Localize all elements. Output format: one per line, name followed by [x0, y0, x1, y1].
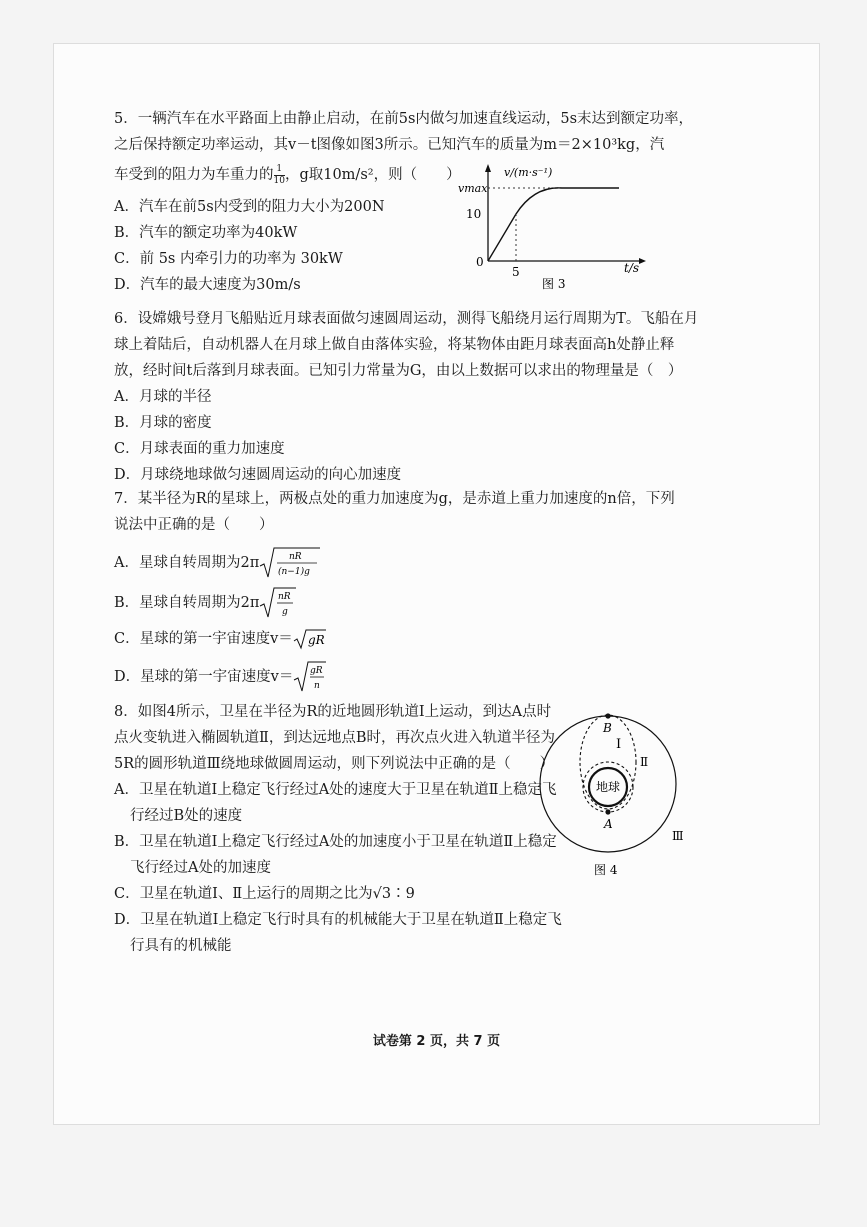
q7-option-b-text: B．星球自转周期为2π — [114, 595, 260, 611]
fig3-vmax-label: vmax — [458, 182, 488, 195]
q7-c-rad: gR — [307, 633, 325, 647]
q7-option-c — [114, 626, 675, 656]
q5-line-2: 之后保持额定功率运动，其v－t图像如图3所示。已知汽车的质量为m＝2×10³kg，汽 — [114, 137, 665, 153]
fig4-label-orbit-1: Ⅰ — [616, 737, 622, 752]
q7-option-b-radical — [259, 586, 297, 620]
q5-line-3-b: ，g取10m/s²，则（ ） — [284, 167, 461, 183]
q6-line-1: 6．设嫦娥号登月飞船贴近月球表面做匀速圆周运动，测得飞船绕月运行周期为T。飞船在月 — [114, 311, 699, 327]
q5-line-3-a: 车受到的阻力为车重力的 — [114, 167, 274, 183]
fig3-curve — [488, 188, 619, 261]
question-6 — [114, 306, 698, 488]
fig3-x-arrow — [639, 258, 646, 264]
q7-line-2: 说法中正确的是（ ） — [114, 517, 274, 533]
q6-option-b: B．月球的密度 — [114, 415, 212, 431]
fig4-point-a — [605, 809, 610, 814]
q8-option-a-1: A．卫星在轨道Ⅰ上稳定飞行经过A处的速度大于卫星在轨道Ⅱ上稳定飞 — [114, 782, 557, 798]
q8-line-1: 8．如图4所示，卫星在半径为R的近地圆形轨道Ⅰ上运动，到达A点时 — [114, 704, 552, 720]
question-7 — [114, 486, 675, 696]
figure-3-vt-graph — [454, 164, 654, 294]
q6-option-d: D．月球绕地球做匀速圆周运动的向心加速度 — [114, 467, 402, 483]
q8-line-3: 5R的圆形轨道Ⅲ绕地球做圆周运动，则下列说法中正确的是（ ） — [114, 756, 555, 772]
fig4-earth-label: 地球 — [596, 780, 621, 794]
fig3-origin: 0 — [476, 255, 484, 269]
q7-option-a — [114, 546, 675, 582]
q8-option-a-2: 行经过B处的速度 — [130, 808, 243, 824]
q7-b-num: nR — [278, 592, 291, 602]
q5-option-c: C．前 5s 内牵引力的功率为 30kW — [114, 251, 343, 267]
exam-page — [54, 44, 819, 1124]
fig4-label-orbit-2: Ⅱ — [640, 755, 649, 769]
q8-line-2: 点火变轨进入椭圆轨道Ⅱ，到达远地点B时，再次点火进入轨道半径为 — [114, 730, 556, 746]
q8-option-b-2: 飞行经过A处的加速度 — [130, 860, 271, 876]
q5-fraction — [274, 164, 285, 187]
fig3-caption: 图 3 — [542, 277, 566, 291]
fig3-xlabel: t/s — [624, 261, 640, 275]
fig3-ylabel: v/(m·s⁻¹) — [504, 166, 553, 179]
fig3-y-arrow — [485, 164, 491, 172]
q7-option-c-radical — [293, 626, 327, 652]
q7-d-den: n — [314, 681, 321, 691]
question-8 — [114, 699, 562, 959]
q5-option-d: D．汽车的最大速度为30m/s — [114, 277, 301, 293]
q6-option-a: A．月球的半径 — [114, 389, 212, 405]
fig3-y-tick-10: 10 — [466, 207, 482, 221]
fig4-label-b: B — [603, 721, 612, 735]
q5-line-1: 5．一辆汽车在水平路面上由静止启动，在前5s内做匀加速直线运动，5s末达到额定功率， — [114, 111, 694, 127]
q5-frac-num: 1 — [274, 164, 285, 176]
q7-a-den: (n−1)g — [278, 567, 311, 577]
q7-line-1: 7．某半径为R的星球上，两极点处的重力加速度为g，是赤道上重力加速度的n倍，下列 — [114, 491, 675, 507]
q7-b-den: g — [282, 607, 289, 617]
q7-option-b — [114, 586, 675, 622]
q8-option-b-1: B．卫星在轨道Ⅰ上稳定飞行经过A处的加速度小于卫星在轨道Ⅱ上稳定 — [114, 834, 557, 850]
page-footer: 试卷第 2 页，共 7 页 — [372, 1034, 501, 1049]
q8-option-d-1: D．卫星在轨道Ⅰ上稳定飞行时具有的机械能大于卫星在轨道Ⅱ上稳定飞 — [114, 912, 562, 928]
q6-line-2: 球上着陆后，自动机器人在月球上做自由落体实验，将某物体由距月球表面高h处静止释 — [114, 337, 675, 353]
q7-option-c-text: C．星球的第一宇宙速度v＝ — [114, 631, 293, 647]
q6-line-3: 放，经时间t后落到月球表面。已知引力常量为G，由以上数据可以求出的物理量是（ ） — [114, 363, 683, 379]
q6-option-c: C．月球表面的重力加速度 — [114, 441, 285, 457]
fig4-label-a: A — [604, 817, 613, 831]
q8-option-d-2: 行具有的机械能 — [130, 938, 232, 954]
q7-option-d-radical — [293, 660, 327, 694]
q8-option-c: C．卫星在轨道Ⅰ、Ⅱ上运行的周期之比为√3∶9 — [114, 886, 415, 902]
q5-option-a: A．汽车在前5s内受到的阻力大小为200N — [114, 199, 385, 215]
q7-option-d-text: D．星球的第一宇宙速度v＝ — [114, 669, 294, 685]
fig3-x-tick-5: 5 — [512, 265, 520, 279]
figure-4-orbits — [532, 706, 702, 886]
fig4-label-orbit-3: Ⅲ — [672, 829, 684, 843]
q5-option-b: B．汽车的额定功率为40kW — [114, 225, 298, 241]
q7-a-num: nR — [289, 552, 302, 562]
q7-option-d — [114, 660, 675, 696]
q7-option-a-radical — [259, 546, 321, 580]
q5-frac-den: 10 — [273, 175, 285, 186]
fig4-point-b — [605, 713, 610, 718]
q7-option-a-text: A．星球自转周期为2π — [114, 555, 260, 571]
q7-d-num: gR — [310, 666, 323, 676]
fig4-caption: 图 4 — [594, 863, 618, 877]
